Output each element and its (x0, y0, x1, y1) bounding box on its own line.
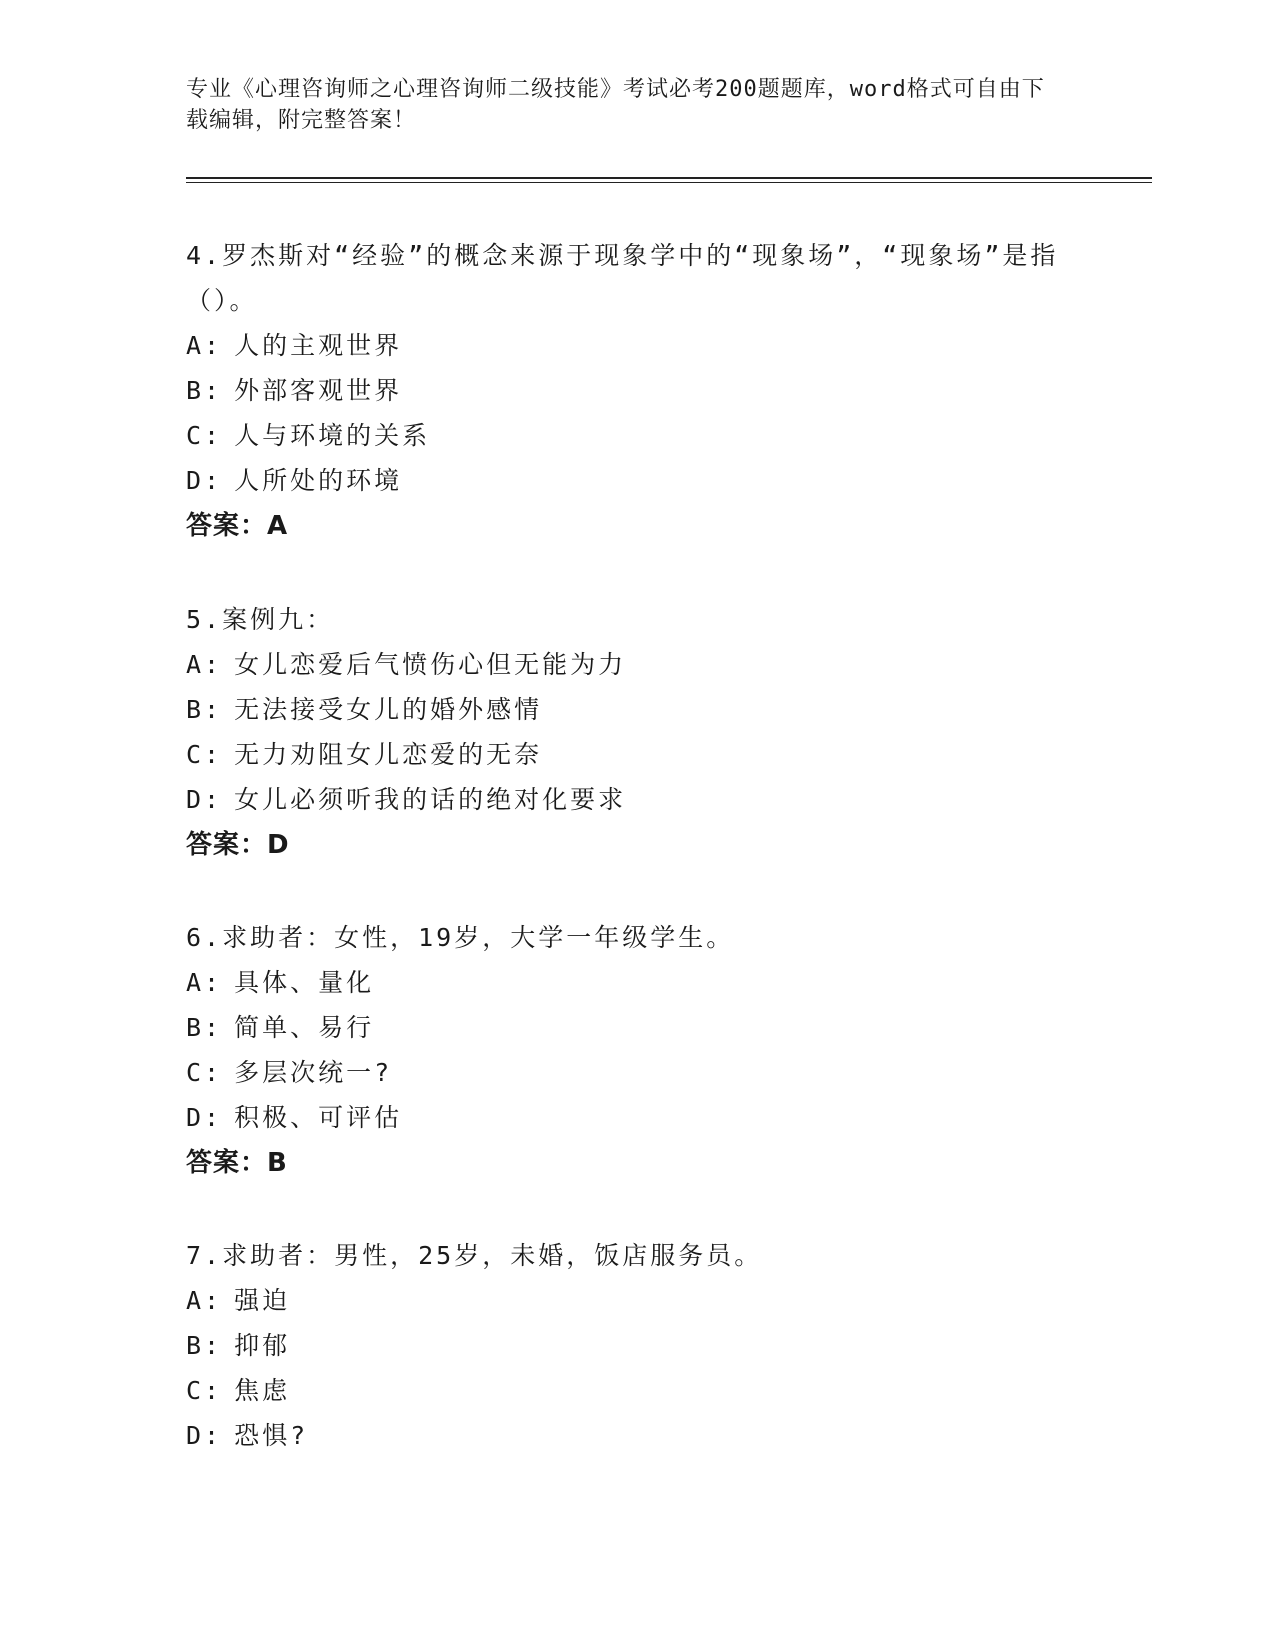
option-text: 恐惧? (234, 1421, 309, 1450)
answer-line: 答案：B (186, 1148, 288, 1178)
option-a (186, 960, 1086, 1005)
option-d (186, 1413, 1086, 1458)
question-block (186, 1233, 1086, 1458)
option-text: 无力劝阻女儿恋爱的无奈 (234, 740, 543, 769)
option-text: 外部客观世界 (234, 376, 403, 405)
option-text: 积极、可评估 (234, 1103, 403, 1132)
option-text: 多层次统一? (234, 1058, 393, 1087)
option-c (186, 1050, 1086, 1095)
option-label: C: (186, 740, 223, 769)
option-text: 人的主观世界 (234, 331, 403, 360)
option-label: C: (186, 1058, 223, 1087)
option-label: B: (186, 376, 223, 405)
question-block (186, 597, 1086, 868)
option-a (186, 1278, 1086, 1323)
option-text: 女儿必须听我的话的绝对化要求 (234, 785, 627, 814)
option-b (186, 368, 1086, 413)
option-label: A: (186, 650, 223, 679)
header-divider-bottom (186, 182, 1152, 183)
document-header: 专业《心理咨询师之心理咨询师二级技能》考试必考200题题库，word格式可自由下载编辑，附完整答案！ (186, 77, 1045, 133)
option-label: B: (186, 695, 223, 724)
option-text: 强迫 (234, 1286, 291, 1315)
option-label: D: (186, 785, 223, 814)
option-label: D: (186, 466, 223, 495)
option-text: 简单、易行 (234, 1013, 375, 1042)
option-c (186, 1368, 1086, 1413)
question-stem: 4.罗杰斯对“经验”的概念来源于现象学中的“现象场”，“现象场”是指（）。 (186, 241, 1059, 315)
option-c (186, 732, 1086, 777)
option-text: 女儿恋爱后气愤伤心但无能为力 (234, 650, 627, 679)
option-text: 无法接受女儿的婚外感情 (234, 695, 543, 724)
option-text: 抑郁 (234, 1331, 291, 1360)
question-block (186, 233, 1086, 549)
option-d (186, 458, 1086, 503)
option-label: A: (186, 968, 223, 997)
option-b (186, 1323, 1086, 1368)
option-label: A: (186, 1286, 223, 1315)
option-d (186, 777, 1086, 822)
option-label: A: (186, 331, 223, 360)
option-label: C: (186, 1376, 223, 1405)
option-text: 焦虑 (234, 1376, 291, 1405)
answer-line: 答案：D (186, 830, 290, 860)
option-label: D: (186, 1103, 223, 1132)
option-text: 具体、量化 (234, 968, 375, 997)
option-a (186, 323, 1086, 368)
option-text: 人所处的环境 (234, 466, 403, 495)
question-block (186, 915, 1086, 1186)
question-stem: 7.求助者：男性，25岁，未婚，饭店服务员。 (186, 1241, 763, 1270)
option-label: D: (186, 1421, 223, 1450)
option-a (186, 642, 1086, 687)
header-divider-top (186, 177, 1152, 179)
option-label: C: (186, 421, 223, 450)
option-text: 人与环境的关系 (234, 421, 431, 450)
option-b (186, 687, 1086, 732)
option-d (186, 1095, 1086, 1140)
answer-line: 答案：A (186, 511, 289, 541)
option-label: B: (186, 1331, 223, 1360)
option-c (186, 413, 1086, 458)
option-label: B: (186, 1013, 223, 1042)
question-stem: 6.求助者：女性，19岁，大学一年级学生。 (186, 923, 735, 952)
question-stem: 5.案例九： (186, 605, 335, 634)
option-b (186, 1005, 1086, 1050)
